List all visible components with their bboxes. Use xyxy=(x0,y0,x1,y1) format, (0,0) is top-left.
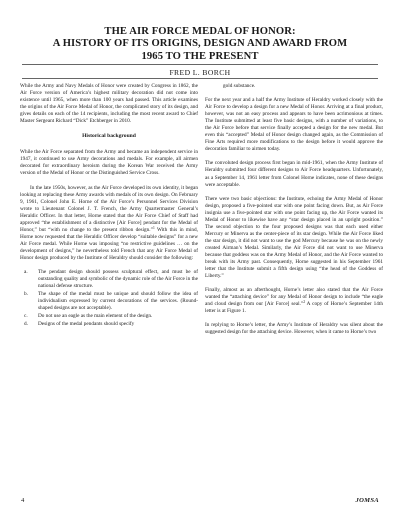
list-item-text: The pendant design should possess sculptural effect, and must be of outstanding quality and symbolic of the dynamic role of the Air Force in the national defense structure. xyxy=(38,269,198,290)
author-byline: FRED L. BORCH xyxy=(169,68,231,77)
body-paragraph: The convoluted design process first began in mid-1961, when the Army Institute of Heraldry submitted four different designs to Air Force headquarters. Unfortunately, as a September 14, 1961 letter from Colonel Horne indicates, none of these designs were acceptable. xyxy=(205,160,383,188)
page-number: 4 xyxy=(21,497,25,504)
title-rule-top xyxy=(22,64,378,65)
title-line-1: THE AIR FORCE MEDAL OF HONOR: xyxy=(104,26,296,37)
body-paragraph: In replying to Horne’s letter, the Army’s Institute of Heraldry was silent about the suggested design for the attaching device. However, when it came to Horne’s two xyxy=(205,322,383,336)
continued-text: gold substance. xyxy=(223,83,256,89)
body-paragraph: For the next year and a half the Army Institute of Heraldry worked closely with the Air Force to develop a design for a new Medal of Honor. Arriving at a final product, however, was not an easy process and appears to have been acrimonious at times. The Institute submitted at least five basic designs, with a number of variations, to the Air Force before that service finally accepted a design for the new medal. But even this “accepted” Medal of Honor design changed again, as the Commission of Fine Arts required more modifications to the design before it would approve the decoration familiar to airmen today. xyxy=(205,97,383,153)
article-title xyxy=(20,26,380,63)
list-item xyxy=(20,269,198,290)
list-item-text: Do not use an eagle as the main element of the design. xyxy=(38,313,153,320)
conditions-list xyxy=(20,269,198,328)
list-item xyxy=(20,291,198,312)
intro-paragraph: While the Army and Navy Medals of Honor were created by Congress in 1862, the Air Force version of America’s highest military decoration did not come into existence until 1965, when more than 100 years had passed. This article examines the origins of the Air Force Medal of Honor, the complicated story of its design, and gives details on each of the 14 recipients, including the most recent award to Chief Master Sergeant Richard “Dick” Etchberger in 2010. xyxy=(20,83,198,125)
section-heading: Historical background xyxy=(82,133,136,140)
title-line-3: 1965 TO THE PRESENT xyxy=(141,50,259,62)
title-rule-bottom xyxy=(22,78,378,79)
body-paragraph: There were two basic objections: the Institute, echoing the Army Medal of Honor design, proposed a five-pointed star with one point facing down. But, as Air Force insignia use a five-pointed star with one point facing up, the Air Force wanted its Medal of Honor to likewise have any “star design placed in an upright position.” The second objection to the four proposed designs was that each used either Mercury or Minerva as the center-piece of its star design. While the Air Force liked the star design, it did not want to use the god Mercury because he was on the newly created Airman’s Medal. Similarly, the Air Force did not want to use Minerva because that goddess was on the Army Medal of Honor, and the Air Force wanted to break with its Army past. Consequently, Horne suggested in his September 1961 letter that the Institute submit a fifth design using “the head of the Goddess of Liberty.” xyxy=(205,195,383,280)
list-marker: c. xyxy=(24,313,28,320)
journal-name: JOMSA xyxy=(355,497,379,504)
list-item-text: The shape of the medal must be unique and should follow the idea of individualism expressed by current decorations of the services. (Round-shaped designs are not acceptable). xyxy=(38,291,198,312)
list-item-text: Designs of the medal pendants should specify xyxy=(38,321,135,328)
paragraph-text: With this in mind, Horne now requested that the Heraldic Officer develop “suitable designs” for a new Air Force medal. While Horne was imposing “no restrictive guidelines … on the development of designs,” he nevertheless told French that any Air Force Medal of Honor design produced by the Institute of Heraldry should consider the following: xyxy=(20,226,198,261)
list-item xyxy=(20,321,198,328)
list-marker: b. xyxy=(24,291,28,298)
title-line-2: A HISTORY OF ITS ORIGINS, DESIGN AND AWARD FROM xyxy=(52,38,348,50)
paragraph-text: A copy of Horne’s September 14th letter is at Figure 1. xyxy=(205,301,383,315)
footnote-ref: 2 xyxy=(303,300,305,305)
paragraph-text: Finally, almost as an afterthought, Horne’s letter also stated that the Air Force wanted the “attaching device” for any Medal of Honor design to include “the eagle and cloud design from our [Air Force] seal.” xyxy=(205,287,383,308)
footnote-ref: 1 xyxy=(152,225,155,230)
body-paragraph: While the Air Force separated from the Army and became an independent service in 1947, it continued to use Army decorations and medals. For example, all airmen decorated for extraordinary heroism during the Korean War received the Army version of the Medal of Honor or the Distinguished Service Cross. xyxy=(20,149,198,177)
list-marker: a. xyxy=(24,269,28,276)
list-marker: d. xyxy=(24,321,28,328)
list-item xyxy=(20,313,198,320)
body-paragraph xyxy=(205,287,383,315)
left-column xyxy=(20,83,198,329)
body-paragraph xyxy=(20,185,198,263)
right-column xyxy=(205,83,383,343)
paragraph-text: In the late 1950s, however, as the Air Force developed its own identity, it began looking at replacing these Army awards with medals of its own design. On February 9, 1961, Colonel John E. Horne of the Air Force’s Personnel Services Division wrote to Lieutenant Colonel J. T. French, the Army Quartermaster General’s Heraldic Officer. In that letter, Horne stated that the Air Force Chief of Staff had approved “the establishment of a distinctive [Air Force] pendant for the Medal of Honor,” but “with no change to the present ribbon design.” xyxy=(20,184,198,233)
